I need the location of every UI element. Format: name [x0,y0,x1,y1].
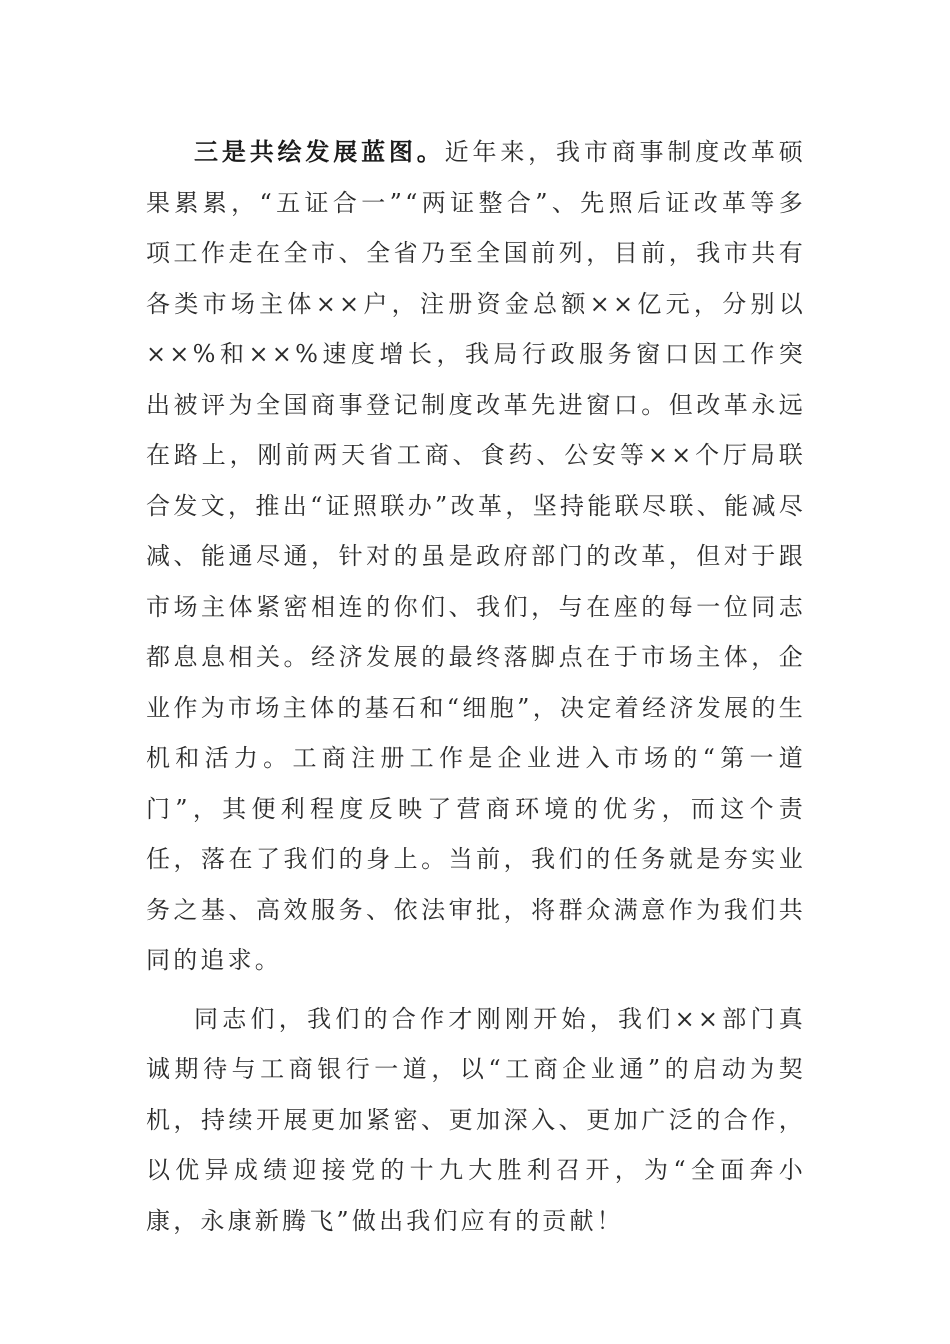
paragraph-1-lead: 三是共绘发展蓝图。 [194,137,445,166]
paragraph-2-text: 同志们，我们的合作才刚刚开始，我们××部门真诚期待与工商银行一道，以“工商企业通”的启动为契机，持续开展更加紧密、更加深入、更加广泛的合作，以优异成绩迎接党的十九大胜利召开，为“全面奔小康，永康新腾飞”做出我们应有的贡献！ [146,1004,806,1235]
paragraph-2 [146,994,806,1247]
paragraph-1-text: 近年来，我市商事制度改革硕果累累，“五证合一”“两证整合”、先照后证改革等多项工作走在全市、全省乃至全国前列，目前，我市共有各类市场主体××户，注册资金总额××亿元，分别以××%和××%速度增长，我局行政服务窗口因工作突出被评为全国商事登记制度改革先进窗口。但改革永远在路上，刚前两天省工商、食药、公安等××个厅局联合发文，推出“证照联办”改革，坚持能联尽联、能减尽减、能通尽通，针对的虽是政府部门的改革，但对于跟市场主体紧密相连的你们、我们，与在座的每一位同志都息息相关。经济发展的最终落脚点在于市场主体，企业作为市场主体的基石和“细胞”，决定着经济发展的生机和活力。工商注册工作是企业进入市场的“第一道门”，其便利程度反映了营商环境的优劣，而这个责任，落在了我们的身上。当前，我们的任务就是夯实业务之基、高效服务、依法审批，将群众满意作为我们共同的追求。 [146,138,806,974]
paragraph-1 [146,127,806,986]
document-body [146,127,806,1246]
